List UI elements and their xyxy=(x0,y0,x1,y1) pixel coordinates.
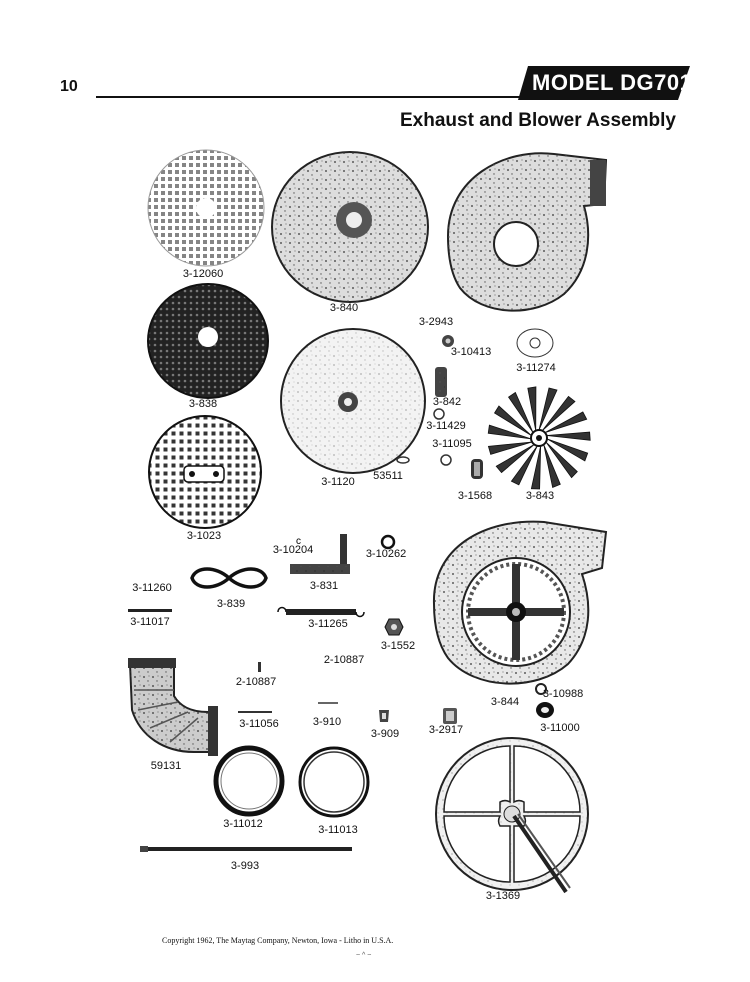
long-rod-illustration xyxy=(140,844,354,854)
clip-illustration xyxy=(396,456,410,464)
part-label: 53511 xyxy=(373,470,403,482)
header-rule xyxy=(96,96,526,98)
blower-plate-illustration xyxy=(270,150,430,305)
heavy-disc-illustration xyxy=(146,282,270,400)
drive-belt-illustration xyxy=(186,562,272,594)
part-label: 3-840 xyxy=(329,302,359,314)
pin-illustration xyxy=(236,708,276,716)
fan-plate-illustration xyxy=(278,326,428,476)
screen-disc-illustration xyxy=(146,148,266,268)
small-rod-illustration xyxy=(128,608,172,614)
section-title: Exhaust and Blower Assembly xyxy=(400,110,676,131)
part-label: 3-10413 xyxy=(450,346,492,358)
part-label: 2-10887 xyxy=(323,654,365,666)
grommet-illustration xyxy=(534,700,556,720)
small-washer-illustration xyxy=(433,408,445,420)
impeller-fan-illustration xyxy=(484,384,594,492)
part-label: 3-1568 xyxy=(457,490,493,502)
footer-mark: ~ ^ ~ xyxy=(356,952,372,959)
part-label: 3-11013 xyxy=(318,824,358,836)
part-label: 3-1369 xyxy=(485,890,521,902)
part-label: 3-11056 xyxy=(239,718,279,730)
part-label: 3-844 xyxy=(490,696,520,708)
part-label: 3-1552 xyxy=(380,640,416,652)
model-title: MODEL DG701 xyxy=(532,70,693,95)
part-label: 3-838 xyxy=(188,398,218,410)
part-label: 3-10204 xyxy=(272,544,314,556)
part-label: 3-831 xyxy=(309,580,339,592)
part-label: 3-993 xyxy=(230,860,260,872)
part-label: 3-2917 xyxy=(428,724,464,736)
clip-bar-illustration xyxy=(316,700,340,706)
exhaust-elbow-illustration xyxy=(124,656,220,758)
hex-nut-illustration xyxy=(384,618,404,636)
part-label: 3-11265 xyxy=(308,618,348,630)
copyright-notice: Copyright 1962, The Maytag Company, Newton, Iowa - Litho in U.S.A. xyxy=(162,936,394,945)
part-label: 3-11000 xyxy=(540,722,580,734)
part-label: 3-909 xyxy=(370,728,400,740)
spring-illustration xyxy=(276,604,366,618)
part-label: 3-1023 xyxy=(186,530,222,542)
part-label: 3-843 xyxy=(525,490,555,502)
part-label: 3-11012 xyxy=(223,818,263,830)
washer-illustration xyxy=(516,328,554,358)
part-label: 3-11095 xyxy=(432,438,472,450)
part-label: 3-842 xyxy=(432,396,462,408)
ring-illustration xyxy=(440,454,452,466)
spacer-illustration xyxy=(434,366,448,398)
svg-text:c: c xyxy=(296,536,301,547)
part-label: 3-10988 xyxy=(542,688,584,700)
part-label: 3-839 xyxy=(216,598,246,610)
bracket-illustration xyxy=(286,532,366,582)
model-banner xyxy=(518,66,693,100)
part-label: 3-1120 xyxy=(321,476,355,488)
part-label: 3-11017 xyxy=(130,616,170,628)
part-label: 3-11260 xyxy=(132,582,172,594)
blower-housing-wheel-illustration xyxy=(424,508,610,694)
screw-illustration xyxy=(250,662,270,674)
part-label: 3-2943 xyxy=(418,316,454,328)
blower-housing-illustration xyxy=(434,140,610,320)
bushing-illustration xyxy=(470,458,484,480)
part-label: 3-12060 xyxy=(182,268,224,280)
page-number: 10 xyxy=(60,78,78,95)
coupling-illustration xyxy=(440,706,460,726)
grille-plate-illustration xyxy=(432,734,592,896)
part-label: 3-11429 xyxy=(426,420,466,432)
part-label: 3-910 xyxy=(312,716,342,728)
part-label: 3-10262 xyxy=(365,548,407,560)
perforated-disc-illustration xyxy=(146,414,264,530)
seal-ring-illustration xyxy=(296,744,372,820)
part-label: 2-10887 xyxy=(235,676,277,688)
part-label: 59131 xyxy=(150,760,182,772)
part-label: 3-11274 xyxy=(516,362,556,374)
fitting-illustration xyxy=(376,708,392,726)
gasket-illustration xyxy=(212,744,286,818)
